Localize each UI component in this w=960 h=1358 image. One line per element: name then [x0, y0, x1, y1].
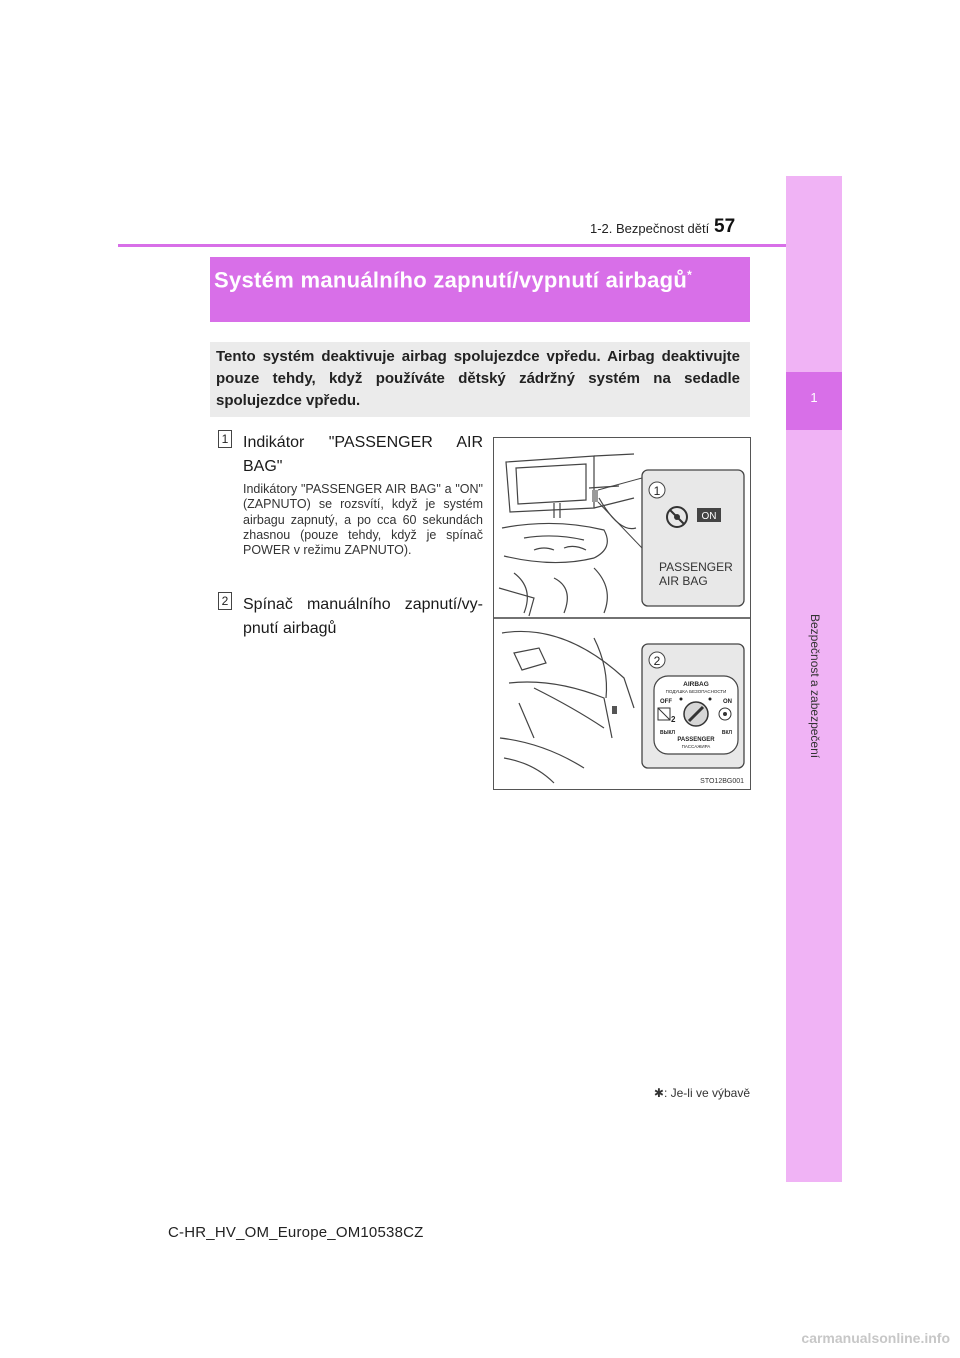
page-title: [214, 261, 714, 294]
switch-location: [612, 706, 617, 714]
item-2-title: Spínač manuálního zapnutí/vy-pnutí airbagů: [243, 596, 483, 637]
intro-text: Tento systém deaktivuje airbag spolujezdce vpředu. Airbag deaktivujte pouze tehdy, když používáte dětský zádržný systém na sedadle spolujezdce vpředu.: [216, 348, 740, 409]
switch-airbag-ru-label: ПОДУШКА БЕЗОПАСНОСТИ: [665, 689, 727, 694]
switch-off-dot: [680, 698, 683, 701]
title-box: [210, 257, 750, 322]
chapter-title: Bezpečnost a zabezpečení: [808, 614, 822, 759]
switch-passenger-label: PASSENGER: [677, 737, 715, 743]
airbag-illustration: [493, 437, 751, 790]
figure-code: STO12BG001: [700, 778, 744, 785]
passenger-label-line1: PASSENGER: [659, 560, 733, 574]
callout-2-number: 2: [653, 654, 661, 668]
indicator-location: [592, 490, 598, 502]
title-text: Systém manuálního zapnutí/vypnutí airbagů: [214, 267, 688, 293]
switch-on-label: ON: [723, 699, 732, 705]
switch-on-dot: [709, 698, 712, 701]
intro-box: [210, 342, 750, 417]
callout-1-number: 1: [653, 484, 661, 498]
switch-off-ru-label: ВЫКЛ: [660, 730, 676, 736]
item-1-number: 1: [218, 430, 232, 448]
switch-passenger-ru-label: ПАССАЖИРА: [681, 744, 711, 749]
availability-marker: *: [687, 268, 693, 282]
dashboard-sketch: [499, 454, 636, 616]
switch-off-label: OFF: [660, 699, 672, 705]
illustration-drawing: [494, 438, 750, 789]
passenger-label-line2: AIR BAG: [659, 574, 708, 588]
footnote: ✱: Je-li ve výbavě: [653, 1086, 750, 1100]
item-2-number: 2: [218, 592, 232, 610]
switch-airbag-label: AIRBAG: [683, 681, 709, 688]
item-1-title: Indikátor "PASSENGER AIR BAG": [243, 434, 483, 475]
on-label: ON: [701, 511, 717, 522]
switch-number: 2: [671, 715, 676, 724]
item-1-description: Indikátory "PASSENGER AIR BAG" a "ON" (ZAPNUTO) se rozsvítí, když je systém airbagu zapnutý, a po cca 60 sekundách zhasnou (pouze tehdy, když je spínač POWER v režimu ZAPNUTO).: [243, 482, 483, 558]
document-code: C-HR_HV_OM_Europe_OM10538CZ: [168, 1224, 424, 1241]
watermark: carmanualsonline.info: [801, 1330, 950, 1346]
switch-on-ru-label: ВКЛ: [721, 730, 732, 736]
chapter-number: 1: [810, 390, 818, 405]
page-number: 57: [714, 216, 736, 237]
leader-line-top: [598, 478, 642, 490]
section-header: 1-2. Bezpečnost dětí: [590, 221, 710, 236]
header-rule: [118, 244, 786, 247]
leader-line-bottom: [598, 502, 642, 548]
chapter-sidebar: [786, 176, 842, 1182]
